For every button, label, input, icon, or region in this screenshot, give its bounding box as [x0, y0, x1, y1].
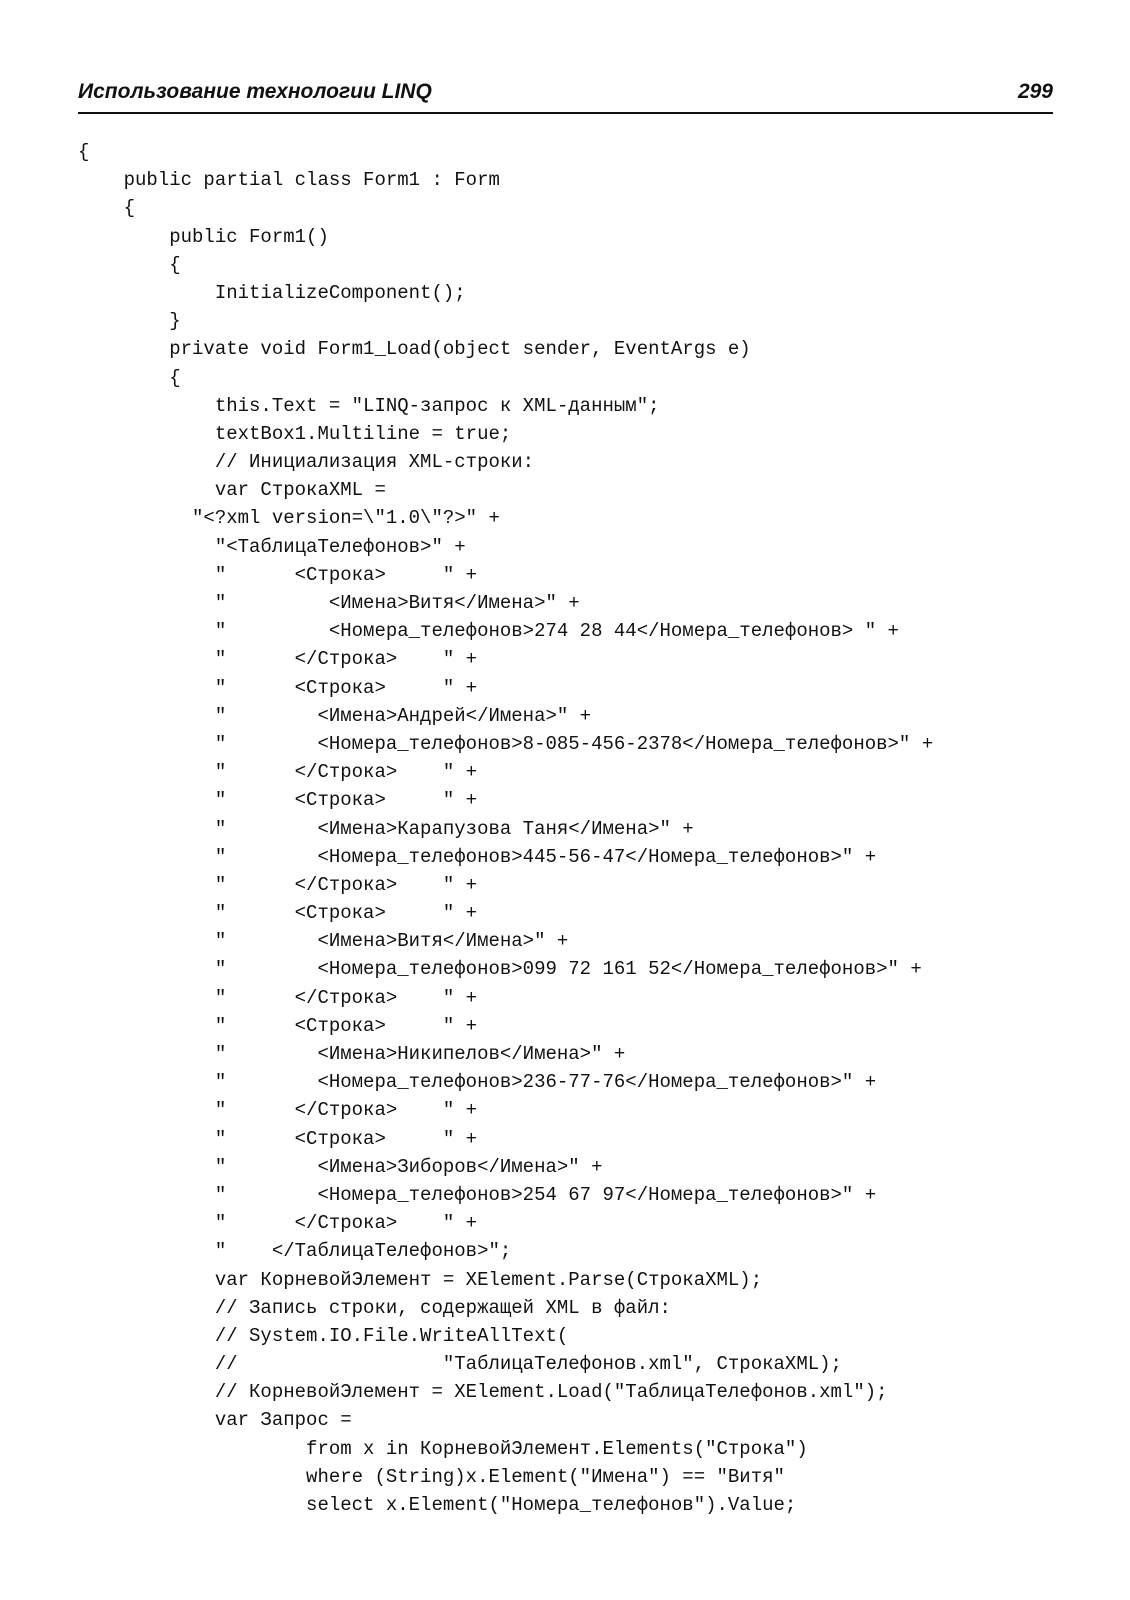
- code-line: " <Номера_телефонов>099 72 161 52</Номера_телефонов>" +: [78, 958, 922, 981]
- code-line: // КорневойЭлемент = XElement.Load("ТаблицаТелефонов.xml");: [78, 1381, 888, 1404]
- code-line: " <Строка> " +: [78, 676, 478, 699]
- code-line: textBox1.Multiline = true;: [78, 422, 512, 445]
- code-line: public Form1(): [78, 225, 329, 248]
- code-line: " <Номера_телефонов>445-56-47</Номера_телефонов>" +: [78, 845, 877, 868]
- code-line: " <Строка> " +: [78, 1014, 478, 1037]
- code-line: " <Имена>Карапузова Таня</Имена>" +: [78, 817, 694, 840]
- code-line: "<?xml version=\"1.0\"?>" +: [78, 507, 500, 530]
- code-line: InitializeComponent();: [78, 281, 466, 304]
- code-line: this.Text = "LINQ-запрос к XML-данным";: [78, 394, 660, 417]
- code-line: " </Строка> " +: [78, 648, 478, 671]
- code-line: "<ТаблицаТелефонов>" +: [78, 535, 466, 558]
- code-line: " </Строка> " +: [78, 873, 478, 896]
- code-line: // System.IO.File.WriteAllText(: [78, 1324, 569, 1347]
- code-line: " </Строка> " +: [78, 761, 478, 784]
- code-line: public partial class Form1 : Form: [78, 169, 500, 192]
- code-line: {: [78, 253, 181, 276]
- code-line: " </ТаблицаТелефонов>";: [78, 1240, 512, 1263]
- code-line: where (String)x.Element("Имена") == "Витя": [78, 1465, 785, 1488]
- code-line: " </Строка> " +: [78, 1212, 478, 1235]
- code-line: " <Строка> " +: [78, 789, 478, 812]
- code-line: " <Строка> " +: [78, 902, 478, 925]
- code-line: var Запрос =: [78, 1409, 352, 1432]
- page-header: [78, 80, 1053, 114]
- code-line: // Запись строки, содержащей XML в файл:: [78, 1296, 671, 1319]
- code-line: " <Номера_телефонов>8-085-456-2378</Номера_телефонов>" +: [78, 732, 934, 755]
- code-line: " <Номера_телефонов>236-77-76</Номера_телефонов>" +: [78, 1071, 877, 1094]
- code-line: select x.Element("Номера_телефонов").Value;: [78, 1494, 797, 1516]
- code-line: " </Строка> " +: [78, 1099, 478, 1122]
- code-line: " <Строка> " +: [78, 1127, 478, 1150]
- code-line: " <Номера_телефонов>274 28 44</Номера_телефонов> " +: [78, 620, 899, 643]
- code-line: // "ТаблицаТелефонов.xml", СтрокаXML);: [78, 1353, 842, 1376]
- code-line: private void Form1_Load(object sender, EventArgs e): [78, 338, 751, 361]
- code-line: " <Имена>Андрей</Имена>" +: [78, 704, 592, 727]
- code-line: {: [78, 197, 136, 220]
- code-listing: [78, 138, 1078, 1519]
- code-line: from x in КорневойЭлемент.Elements("Строка"): [78, 1437, 808, 1460]
- code-line: " <Строка> " +: [78, 563, 478, 586]
- code-line: " <Имена>Витя</Имена>" +: [78, 592, 580, 614]
- code-line: {: [78, 141, 90, 163]
- code-line: var КорневойЭлемент = XElement.Parse(СтрокаXML);: [78, 1268, 763, 1291]
- running-title: Использование технологии LINQ: [78, 80, 432, 103]
- code-line: " <Имена>Никипелов</Имена>" +: [78, 1043, 626, 1065]
- code-line: " <Имена>Зиборов</Имена>" +: [78, 1155, 603, 1178]
- code-line: " <Имена>Витя</Имена>" +: [78, 930, 569, 953]
- code-line: " <Номера_телефонов>254 67 97</Номера_телефонов>" +: [78, 1183, 877, 1206]
- page-number: 299: [1017, 80, 1053, 103]
- code-line: " </Строка> " +: [78, 986, 478, 1009]
- code-line: // Инициализация XML-строки:: [78, 451, 535, 474]
- code-line: var СтрокаXML =: [78, 479, 386, 502]
- code-line: }: [78, 310, 181, 333]
- code-line: {: [78, 366, 181, 389]
